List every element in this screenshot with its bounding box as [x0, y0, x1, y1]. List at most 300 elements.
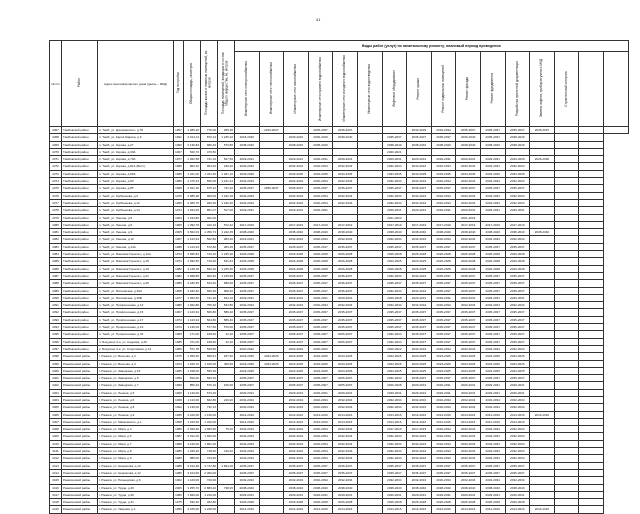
table-cell: 1 321,60: [201, 170, 218, 177]
table-cell: [579, 499, 604, 506]
table-cell: [357, 375, 382, 382]
table-row: [50, 287, 629, 294]
table-cell: [530, 396, 555, 403]
table-cell: 2035-2037: [456, 280, 481, 287]
table-cell: 2038-2040: [431, 141, 456, 148]
table-cell: 2032-2034: [382, 338, 407, 345]
table-cell: 4380: [50, 221, 62, 228]
table-cell: 2032-2034: [235, 396, 260, 403]
table-cell: Тамбовский район: [62, 345, 98, 352]
table-cell: [579, 404, 604, 411]
table-cell: 4374: [50, 178, 62, 185]
table-cell: 2035-2037: [235, 272, 260, 279]
table-row: [50, 469, 629, 476]
table-cell: 2029-2031: [431, 294, 456, 301]
table-cell: 2023-2025: [505, 353, 530, 360]
table-cell: 2032-2034: [480, 163, 505, 170]
table-cell: Тамбовский район: [62, 265, 98, 272]
table-cell: 643,40: [201, 280, 218, 287]
col-header-common-area: Площадь помещений, входящих в состав общего имущества, кв. метров: [218, 41, 235, 127]
table-cell: 4382: [50, 236, 62, 243]
table-cell: 4396: [50, 338, 62, 345]
table-cell: 686,40: [201, 141, 218, 148]
table-cell: 1959: [175, 507, 182, 512]
table-cell: [259, 499, 284, 506]
table-cell: 2032-2034: [382, 199, 407, 206]
table-cell: 1 462,58: [184, 156, 201, 163]
table-cell: 2035-2037: [480, 462, 505, 469]
table-cell: 2032-2034: [333, 236, 358, 243]
table-cell: [259, 506, 284, 513]
table-cell: 4367: [50, 127, 62, 134]
table-cell: 1990: [175, 142, 182, 147]
table-cell: 1 139,00: [184, 404, 201, 411]
table-cell: [357, 127, 382, 134]
table-cell: [554, 199, 579, 206]
table-cell: [357, 214, 382, 221]
table-cell: 1 922,80: [184, 302, 201, 309]
table-cell: 2005-2007: [308, 382, 333, 389]
table-cell: 2026-2028: [382, 251, 407, 258]
table-cell: г. Ржакса, ул. Труда, д.31: [98, 499, 174, 506]
table-cell: 2026-2028: [505, 265, 530, 272]
table-cell: 2032-2034: [480, 178, 505, 185]
table-cell: [357, 236, 382, 243]
table-cell: 1986: [175, 449, 182, 454]
table-cell: 2029-2031: [382, 207, 407, 214]
table-cell: п. Тамб, ул. Кирова, д.81А (Вост.): [98, 163, 174, 170]
table-cell: Тамбовский район: [62, 316, 98, 323]
table-row: [50, 294, 629, 301]
table-cell: 2032-2034: [431, 440, 456, 447]
table-cell: [554, 324, 579, 331]
table-cell: 2032-2034: [456, 433, 481, 440]
table-cell: 1 123,94: [184, 316, 201, 323]
table-cell: 589,40: [218, 316, 235, 323]
table-cell: 2 520,60: [184, 426, 201, 433]
table-row: [50, 148, 629, 155]
table-cell: 267,60: [218, 353, 235, 360]
table-cell: 4400: [50, 367, 62, 374]
table-cell: Тамбовский район: [62, 309, 98, 316]
table-cell: 2032-2034: [480, 426, 505, 433]
table-cell: [357, 309, 382, 316]
table-cell: 2032-2034: [284, 163, 309, 170]
table-cell: п. Бокурино 3-я, ул. Садовая, д.25: [98, 338, 174, 345]
table-cell: [357, 251, 382, 258]
table-cell: 2032-2034: [407, 163, 432, 170]
table-cell: [218, 440, 235, 447]
table-cell: п. Тамб, ул. Московская, д.29А: [98, 287, 174, 294]
table-cell: 2032-2034: [333, 404, 358, 411]
table-cell: 2006-2007: [308, 338, 333, 345]
table-cell: 4375: [50, 185, 62, 192]
table-cell: Ржаксинский район: [62, 484, 98, 491]
table-cell: Тамбовский район: [62, 178, 98, 185]
table-cell: [579, 367, 604, 374]
table-cell: 2032-2034: [480, 448, 505, 455]
table-cell: 1991: [175, 135, 182, 140]
table-cell: [530, 207, 555, 214]
table-cell: 2014-2016: [382, 411, 407, 418]
table-cell: Тамбовский район: [62, 236, 98, 243]
table-cell: 2032-2034: [407, 199, 432, 206]
col-header-works-title: Виды работ (услуг) по капитальному ремонту, плановый период проведения: [235, 41, 629, 52]
table-cell: 2032-2034: [308, 236, 333, 243]
table-cell: 4388: [50, 280, 62, 287]
table-cell: 2032-2034: [235, 178, 260, 185]
table-cell: 2035-2037: [235, 324, 260, 331]
table-cell: 2035-2037: [284, 185, 309, 192]
table-cell: Ржаксинский район: [62, 491, 98, 498]
table-cell: 2032-2034: [505, 302, 530, 309]
table-cell: 2029-2031: [308, 389, 333, 396]
table-row: [50, 141, 629, 148]
table-cell: 2005-2007: [235, 375, 260, 382]
table-cell: 2035-2037: [505, 272, 530, 279]
table-cell: [357, 207, 382, 214]
table-cell: 2032-2034: [333, 199, 358, 206]
table-cell: [259, 484, 284, 491]
table-cell: [357, 272, 382, 279]
table-cell: 2029-2031: [407, 382, 432, 389]
table-cell: [579, 440, 604, 447]
table-cell: 2032-2034: [431, 433, 456, 440]
table-cell: [530, 433, 555, 440]
table-cell: 1974: [175, 208, 182, 213]
table-cell: 2014-2016: [382, 506, 407, 513]
table-cell: 2029-2031: [407, 491, 432, 498]
table-cell: 572,42: [218, 221, 235, 228]
table-cell: 4372: [50, 163, 62, 170]
table-cell: 2023-2025: [259, 360, 284, 367]
table-row: [50, 426, 629, 433]
table-cell: 3 562,03: [184, 229, 201, 236]
table-cell: Тамбовский район: [62, 207, 98, 214]
table-cell: [554, 477, 579, 484]
table-cell: г. Ржакса, ул. Некрасова, д.12: [98, 469, 174, 476]
table-cell: [579, 477, 604, 484]
table-cell: 2035-2037: [431, 338, 456, 345]
table-cell: 2032-2034: [480, 477, 505, 484]
table-cell: 2032-2034: [407, 396, 432, 403]
table-cell: 3 120,00: [184, 440, 201, 447]
table-cell: [505, 214, 530, 221]
table-cell: 2035-2037: [284, 309, 309, 316]
table-cell: [235, 214, 260, 221]
table-cell: 2029-2031: [407, 389, 432, 396]
table-cell: 2026-2028: [308, 251, 333, 258]
table-cell: [579, 324, 604, 331]
table-cell: [357, 185, 382, 192]
table-cell: 1959: [175, 376, 182, 381]
table-cell: [218, 418, 235, 425]
table-cell: 2035-2037: [308, 127, 333, 134]
table-cell: 2021-2023: [456, 214, 481, 221]
table-cell: 2035-2037: [431, 309, 456, 316]
table-cell: 4385: [50, 258, 62, 265]
table-cell: [530, 331, 555, 338]
table-cell: п. Тамб, ул. Максима Горького, д.15: [98, 258, 174, 265]
table-cell: [407, 148, 432, 155]
table-cell: 662,80: [201, 396, 218, 403]
table-cell: 2029-2031: [505, 389, 530, 396]
table-cell: 960,00: [201, 192, 218, 199]
table-cell: 2038-2040: [407, 141, 432, 148]
table-cell: 2032-2034: [431, 163, 456, 170]
table-cell: 2032-2034: [505, 396, 530, 403]
table-cell: [259, 280, 284, 287]
table-cell: 2038-2040: [505, 134, 530, 141]
table-cell: 2026-2028: [431, 258, 456, 265]
table-cell: 2032-2034: [505, 178, 530, 185]
table-cell: [259, 236, 284, 243]
table-cell: 1969: [175, 222, 182, 227]
table-cell: [579, 491, 604, 498]
table-cell: [259, 389, 284, 396]
table-cell: 608,40: [218, 287, 235, 294]
col-header-address: Адрес многоквартирного дома (далее – МКД): [98, 41, 174, 127]
table-cell: 555,30: [201, 367, 218, 374]
table-cell: [530, 360, 555, 367]
table-cell: [284, 214, 309, 221]
table-cell: Ржаксинский район: [62, 389, 98, 396]
table-row: [50, 375, 629, 382]
table-cell: 2023-2025: [456, 360, 481, 367]
col-header-work: Замена лифтов, приборов учета и МКД: [530, 52, 555, 127]
table-cell: п. Тамб, ул. Кирова, д.81Б: [98, 170, 174, 177]
table-cell: 1969: [175, 390, 182, 395]
table-cell: 4410: [50, 440, 62, 447]
table-cell: [579, 360, 604, 367]
table-cell: 4408: [50, 426, 62, 433]
table-row: [50, 331, 629, 338]
table-cell: 2032-2034: [407, 272, 432, 279]
table-cell: г. Ржакса, ул. Ленина, д.5: [98, 389, 174, 396]
table-cell: 2023-2025: [431, 353, 456, 360]
table-cell: 4378: [50, 207, 62, 214]
table-cell: 2032-2034: [308, 178, 333, 185]
table-cell: [259, 491, 284, 498]
table-cell: 2032-2034: [382, 236, 407, 243]
table-row: [50, 345, 629, 352]
table-cell: 2032-2034: [505, 345, 530, 352]
table-cell: [530, 367, 555, 374]
table-cell: 4418: [50, 499, 62, 506]
table-cell: 2035-2037: [382, 462, 407, 469]
table-cell: 2 130,84: [184, 141, 201, 148]
table-cell: 571,78: [184, 345, 201, 352]
table-cell: 2014-2016: [333, 418, 358, 425]
table-cell: п. Тамб, ул. Кирова, д.85: [98, 185, 174, 192]
table-cell: [554, 272, 579, 279]
table-cell: 2017-2019: [382, 221, 407, 228]
table-cell: 2029-2031: [284, 207, 309, 214]
table-cell: 1 140,00: [184, 389, 201, 396]
table-cell: 2032-2034: [308, 192, 333, 199]
table-cell: 1 180,00: [201, 360, 218, 367]
table-cell: 2026-2028: [505, 258, 530, 265]
table-cell: 1967: [175, 310, 182, 315]
table-cell: 4404: [50, 396, 62, 403]
table-cell: 2005-2007: [333, 375, 358, 382]
table-cell: 3 182,60: [184, 287, 201, 294]
table-cell: [259, 207, 284, 214]
table-cell: 2005-2007: [333, 382, 358, 389]
table-cell: 589,40: [218, 309, 235, 316]
table-cell: 2026-2028: [456, 251, 481, 258]
table-row: [50, 192, 629, 199]
table-cell: [554, 302, 579, 309]
table-cell: 2029-2031: [456, 389, 481, 396]
table-cell: п. Тамб, ул. Ленина, д.9: [98, 229, 174, 236]
table-cell: Ржаксинский район: [62, 396, 98, 403]
table-cell: 2032-2034: [382, 163, 407, 170]
table-cell: 2032-2034: [480, 455, 505, 462]
col-header-work: Разработка проектной документации: [505, 52, 530, 127]
table-cell: 964,40: [201, 163, 218, 170]
table-cell: 1965: [175, 368, 182, 373]
table-cell: 2032-2034: [480, 440, 505, 447]
table-cell: 3 148,18: [184, 265, 201, 272]
table-cell: [218, 389, 235, 396]
table-cell: 2014-2016: [407, 418, 432, 425]
table-cell: 2035-2037: [431, 462, 456, 469]
table-cell: 2026-2030: [530, 156, 555, 163]
table-cell: 2032-2034: [456, 163, 481, 170]
table-cell: 2038-2040: [431, 229, 456, 236]
table-cell: 2026-2028: [407, 499, 432, 506]
table-cell: 4391: [50, 302, 62, 309]
col-header-work: Ремонт фундамента: [480, 52, 505, 127]
table-cell: 2 835,84: [184, 251, 201, 258]
table-cell: [259, 418, 284, 425]
table-cell: 479,50: [201, 148, 218, 155]
table-cell: [218, 375, 235, 382]
table-cell: 2032-2034: [431, 199, 456, 206]
table-cell: 1 120,00: [184, 477, 201, 484]
table-cell: 2032-2034: [284, 178, 309, 185]
table-cell: [259, 462, 284, 469]
table-cell: 2023-2025: [284, 367, 309, 374]
table-cell: 2029-2031: [382, 389, 407, 396]
table-cell: 2035-2037: [333, 243, 358, 250]
table-cell: 2035-2037: [480, 331, 505, 338]
table-cell: 2035-2037: [431, 324, 456, 331]
table-cell: 2032-2034: [456, 236, 481, 243]
table-cell: 2032-2034: [456, 302, 481, 309]
table-cell: 2032-2034: [431, 178, 456, 185]
table-cell: 2029-2031: [284, 294, 309, 301]
table-cell: [554, 148, 579, 155]
table-cell: 2035-2037: [308, 462, 333, 469]
table-cell: 2035-2037: [259, 185, 284, 192]
table-cell: 856,32: [184, 382, 201, 389]
table-cell: 2035-2037: [333, 309, 358, 316]
table-cell: г. Ржакса, ул. Мира, д.4: [98, 426, 174, 433]
table-cell: п. Тамб, ул. Кирова, д.2Г: [98, 141, 174, 148]
table-cell: 2038-2040: [480, 141, 505, 148]
table-cell: [554, 127, 579, 134]
table-cell: [357, 396, 382, 403]
table-cell: 2026-2028: [505, 251, 530, 258]
table-cell: 2035-2037: [333, 287, 358, 294]
table-cell: г. Ржакса, ул. Заводская, д.5: [98, 375, 174, 382]
table-cell: 2035-2037: [431, 469, 456, 476]
table-cell: [554, 280, 579, 287]
table-cell: Тамбовский район: [62, 331, 98, 338]
table-cell: 2014-2016: [480, 411, 505, 418]
table-cell: Тамбовский район: [62, 280, 98, 287]
table-cell: 572,80: [201, 243, 218, 250]
table-cell: 2032-2034: [407, 433, 432, 440]
table-cell: 1974: [175, 325, 182, 330]
table-cell: 576,80: [218, 141, 235, 148]
table-body: [50, 127, 629, 514]
table-cell: [554, 448, 579, 455]
table-cell: [259, 258, 284, 265]
table-cell: 1 123,94: [184, 309, 201, 316]
table-cell: 2032-2034: [382, 287, 407, 294]
table-cell: 1985: [175, 339, 182, 344]
table-cell: [554, 367, 579, 374]
table-cell: [554, 185, 579, 192]
table-cell: [603, 127, 628, 134]
table-cell: 2006-2007: [235, 338, 260, 345]
table-cell: 2023-2025: [284, 353, 309, 360]
table-cell: 2014-2016: [382, 418, 407, 425]
table-cell: [259, 272, 284, 279]
table-cell: 2032-2034: [480, 433, 505, 440]
table-cell: 2029-2031: [235, 389, 260, 396]
table-cell: п. Тамб, ул. Профсоюзная, д.33: [98, 331, 174, 338]
table-cell: 1 920,00: [201, 433, 218, 440]
col-header-work: Ремонт подвальных помещений: [431, 52, 456, 127]
table-cell: [431, 148, 456, 155]
table-cell: [579, 156, 604, 163]
table-cell: 1975: [175, 500, 182, 505]
table-cell: 1960: [175, 383, 182, 388]
table-cell: 2029-2031: [382, 491, 407, 498]
table-cell: 2032-2034: [505, 163, 530, 170]
table-cell: 2035-2037: [308, 185, 333, 192]
table-cell: 985,00: [184, 455, 201, 462]
table-cell: [357, 265, 382, 272]
table-cell: 2026-2028: [284, 499, 309, 506]
table-cell: Тамбовский район: [62, 287, 98, 294]
table-cell: 2014-2016: [505, 411, 530, 418]
table-cell: 2032-2034: [407, 440, 432, 447]
table-cell: 2014-2016: [456, 506, 481, 513]
table-cell: 2032-2034: [407, 345, 432, 352]
table-cell: [530, 258, 555, 265]
table-cell: 2035-2037: [308, 287, 333, 294]
table-cell: 2032-2034: [235, 404, 260, 411]
table-cell: [530, 265, 555, 272]
table-cell: [554, 411, 579, 418]
table-cell: 2014-2016: [308, 418, 333, 425]
col-header-district: Район: [62, 41, 98, 127]
table-cell: [530, 192, 555, 199]
col-header-work: Ремонт крыши: [407, 52, 432, 127]
table-cell: [530, 455, 555, 462]
table-cell: 2032-2034: [480, 396, 505, 403]
table-cell: [357, 455, 382, 462]
table-cell: 2035-2037: [505, 185, 530, 192]
table-cell: 4389: [50, 287, 62, 294]
table-cell: 2023-2025: [480, 353, 505, 360]
table-cell: 2026-2028: [480, 265, 505, 272]
